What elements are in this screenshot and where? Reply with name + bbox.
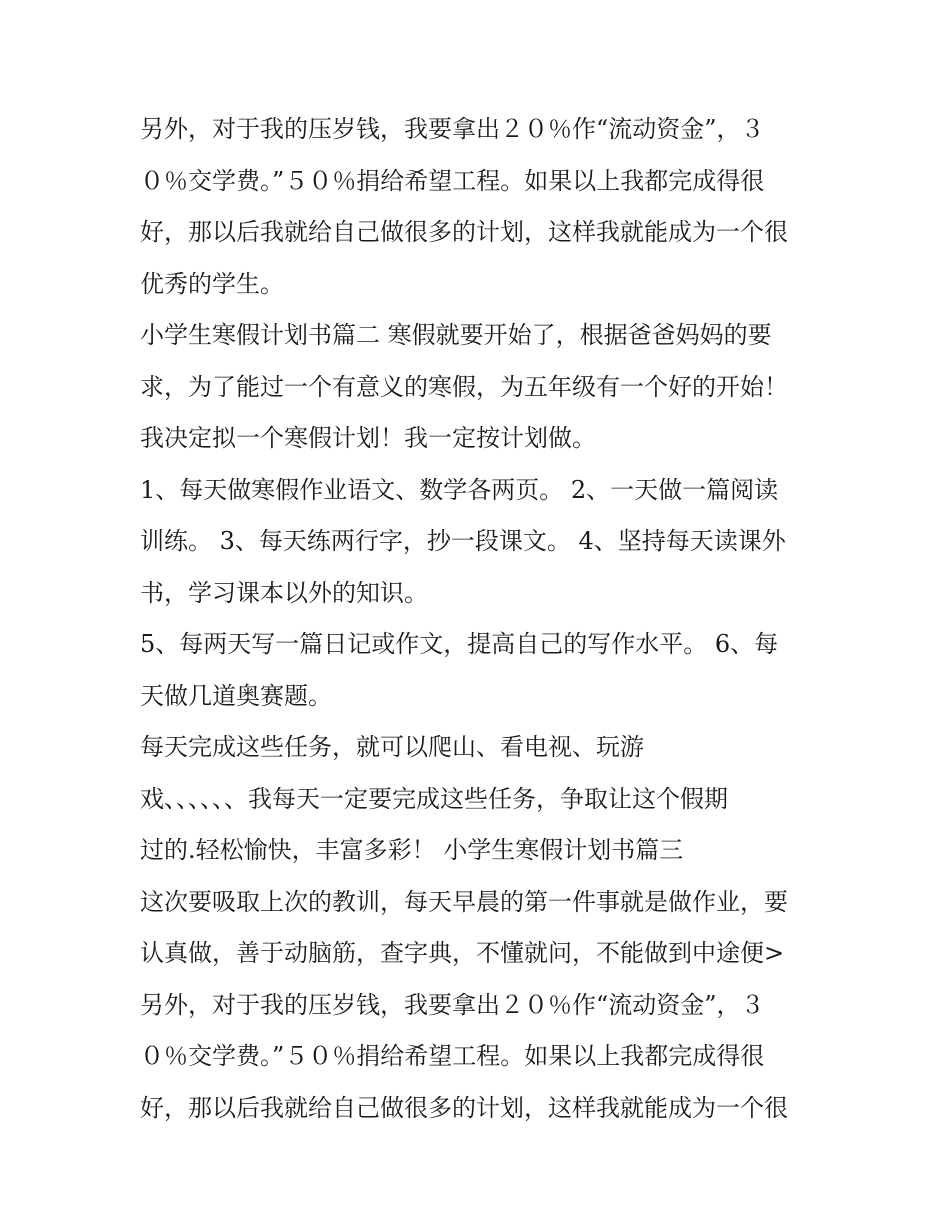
text-line: 认真做，善于动脑筋，查字典，不懂就问，不能做到中途便> — [140, 939, 785, 967]
text-line: 另外，对于我的压岁钱，我要拿出２０％作“流动资金”，３ — [140, 115, 765, 143]
text-line: 好，那以后我就给自己做很多的计划，这样我就能成为一个很 — [140, 1093, 788, 1122]
text-line: 这次要吸取上次的教训，每天早晨的第一件事就是做作业，要 — [140, 887, 788, 916]
text-line: 我决定拟一个寒假计划！我一定按计划做。 — [140, 424, 596, 452]
text-line: 戏、、、、、、我每天一定要完成这些任务，争取让这个假期 — [140, 784, 728, 813]
text-line: 另外，对于我的压岁钱，我要拿出２０％作“流动资金”，３ — [140, 990, 765, 1019]
text-line: 求，为了能过一个有意义的寒假，为五年级有一个好的开始！ — [140, 372, 788, 401]
text-line: 天做几道奥赛题。 — [140, 681, 332, 710]
text-line: 5、每两天写一篇日记或作文，提高自己的写作水平。 6、每 — [140, 630, 779, 658]
text-line: 好，那以后我就给自己做很多的计划，这样我就能成为一个很 — [140, 218, 788, 246]
text-line: 训练。 3、每天练两行字，抄一段课文。 4、坚持每天读课外 — [140, 527, 786, 555]
text-line: 每天完成这些任务，就可以爬山、看电视、玩游 — [140, 733, 644, 761]
text-line: ０％交学费。”５０％捐给希望工程。如果以上我都完成得很 — [140, 166, 765, 195]
text-line: 小学生寒假计划书篇二 寒假就要开始了，根据爸爸妈妈的要 — [140, 321, 772, 349]
text-line: 1、每天做寒假作业语文、数学各两页。 2、一天做一篇阅读 — [140, 475, 779, 504]
text-line: 优秀的学生。 — [140, 269, 284, 298]
document-text-body — [140, 104, 830, 1134]
text-line: 书，学习课本以外的知识。 — [140, 578, 428, 607]
text-line: 过的.轻松愉快，丰富多彩！ 小学生寒假计划书篇三 — [140, 836, 684, 864]
text-line: ０％交学费。”５０％捐给希望工程。如果以上我都完成得很 — [140, 1042, 765, 1070]
